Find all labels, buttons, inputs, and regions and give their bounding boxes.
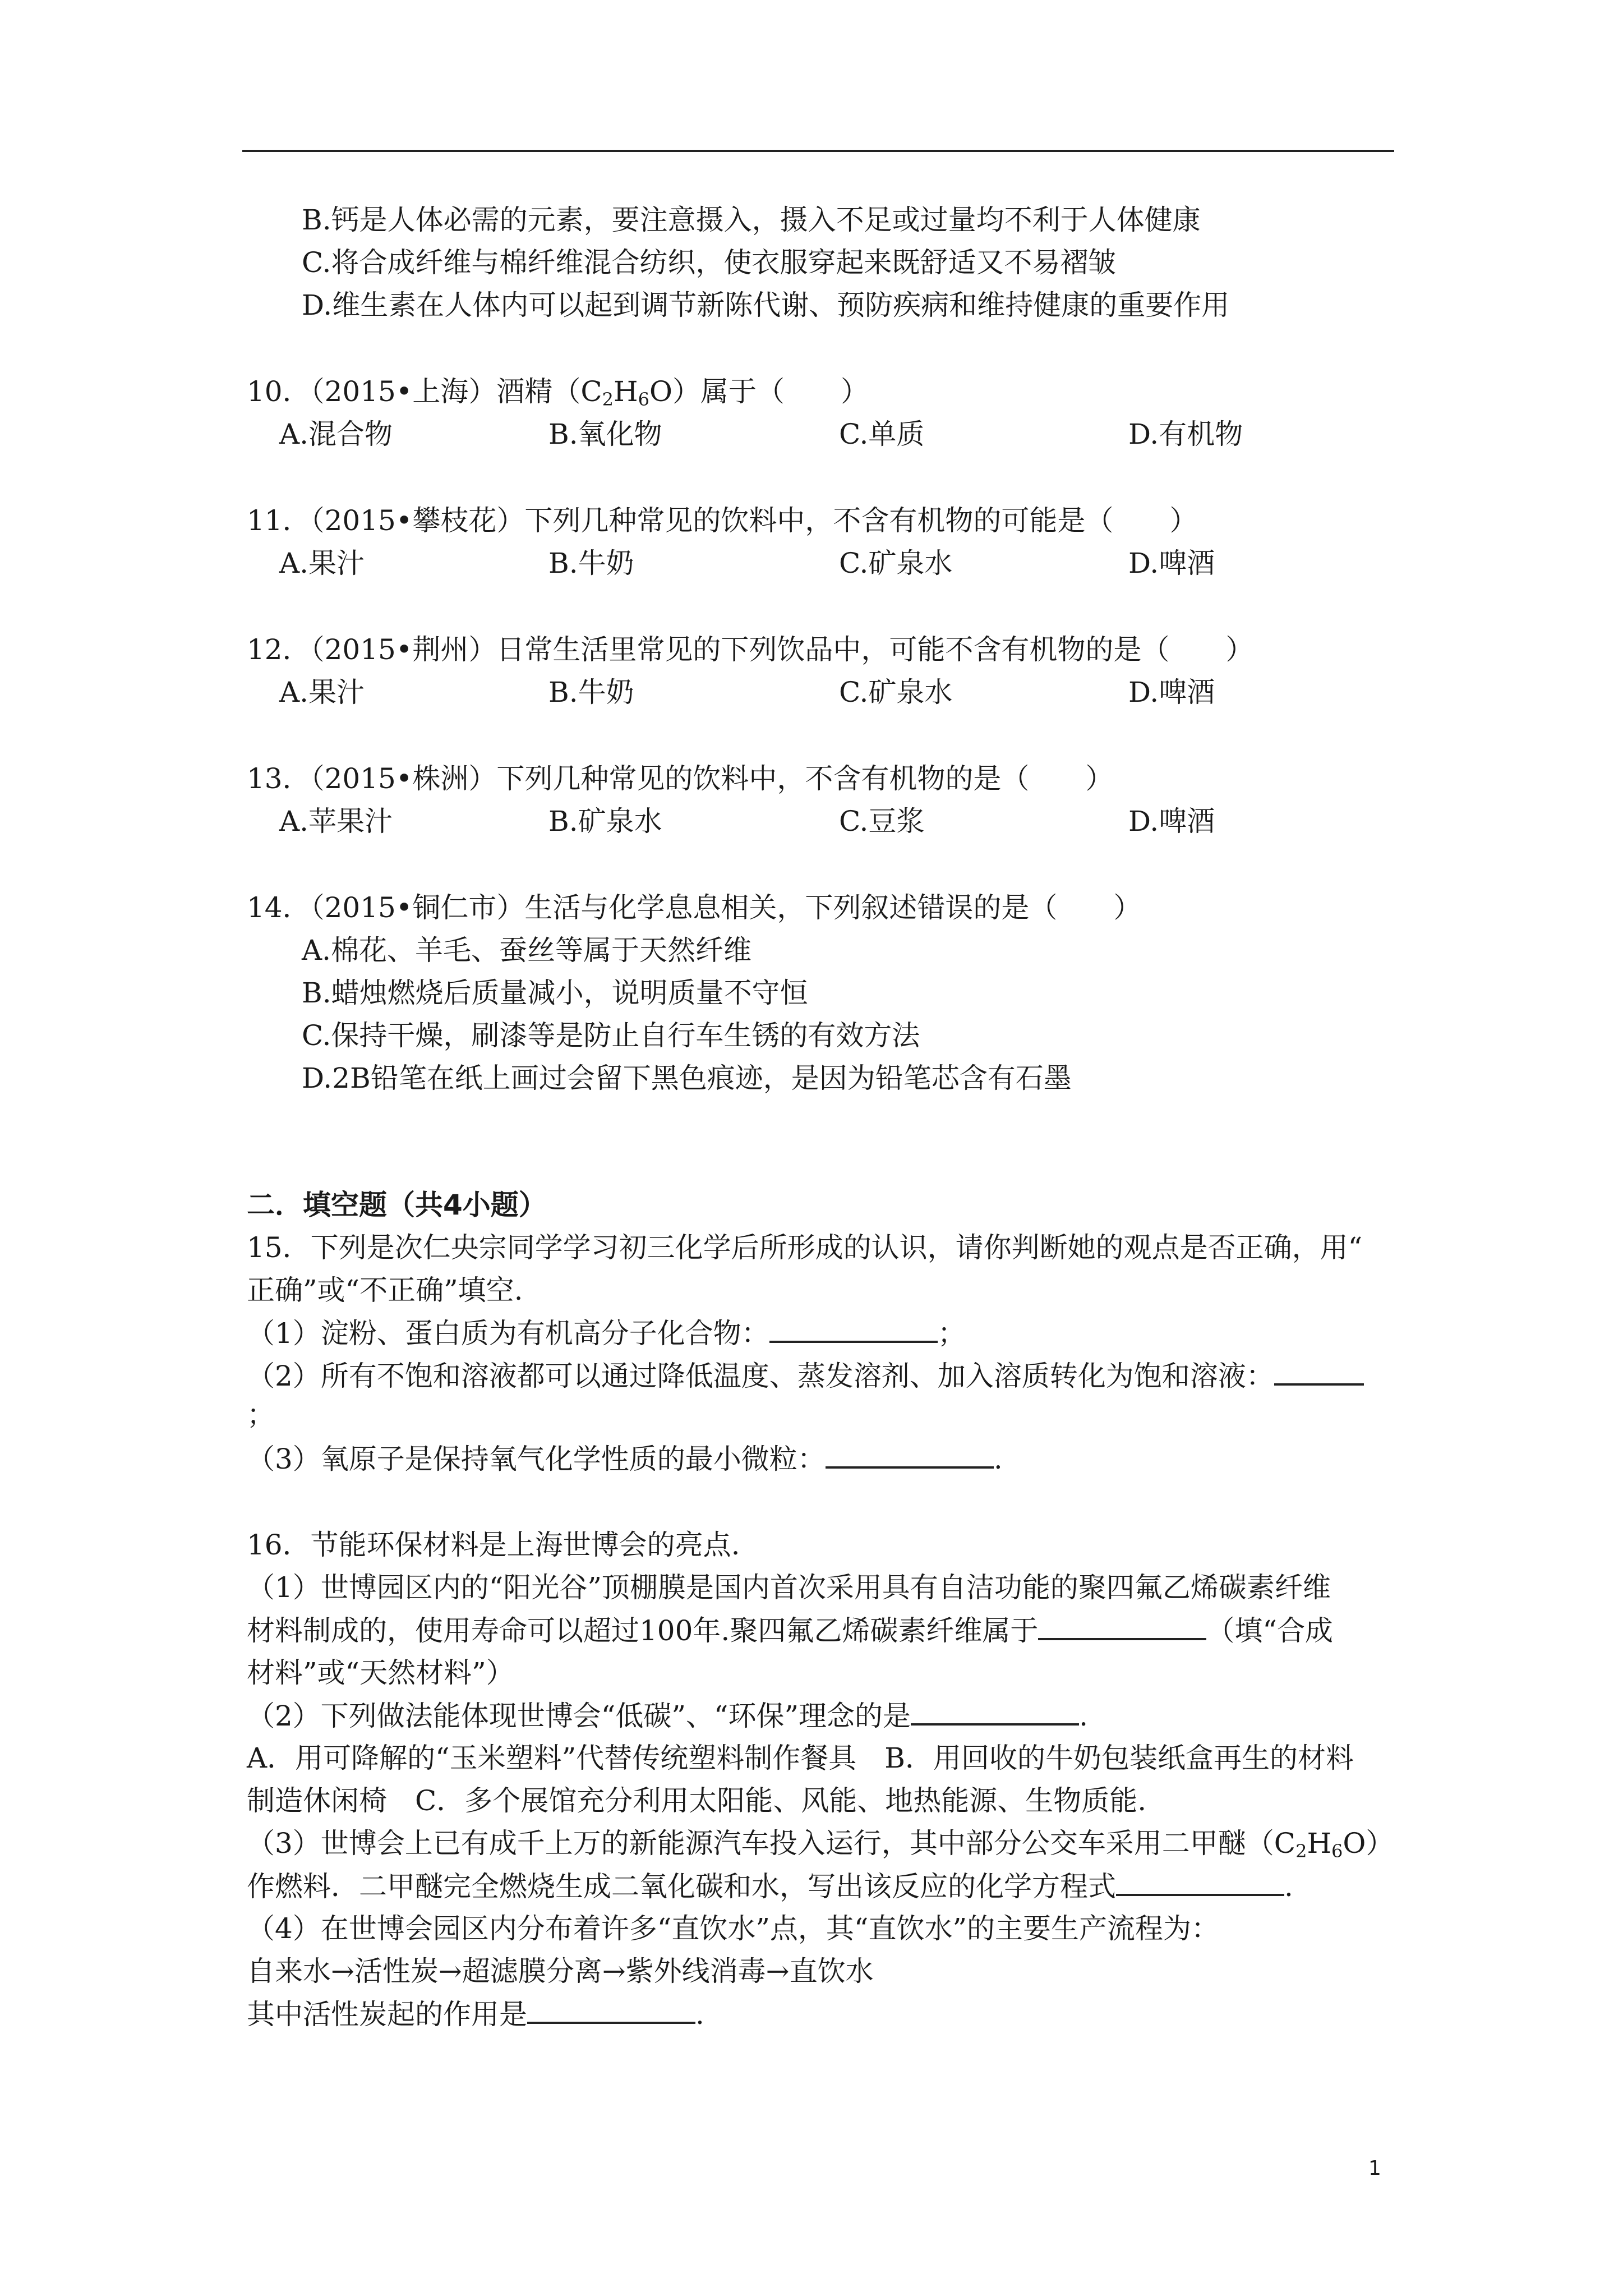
q14-option-c: C.保持干燥，刷漆等是防止自行车生锈的有效方法: [302, 1019, 920, 1052]
q11-option-c: C.矿泉水: [839, 547, 953, 579]
q14-stem: 14．（2015•铜仁市）生活与化学息息相关，下列叙述错误的是（ ）: [247, 891, 1142, 924]
q12-option-d: D.啤酒: [1128, 676, 1215, 708]
q14-option-a: A.棉花、羊毛、蚕丝等属于天然纤维: [302, 934, 752, 967]
q16-part2-line3: 制造休闲椅 C．多个展馆充分利用太阳能、风能、地热能源、生物质能.: [247, 1784, 1147, 1817]
q15-item1: （1）淀粉、蛋白质为有机高分子化合物： ；: [247, 1317, 966, 1350]
q13-stem: 13．（2015•株洲）下列几种常见的饮料中，不含有机物的是（ ）: [247, 762, 1114, 795]
q16-part1-line1: （1）世博园区内的“阳光谷”顶棚膜是国内首次采用具有自洁功能的聚四氟乙烯碳素纤维: [247, 1571, 1331, 1604]
q16-part2-line1: （2）下列做法能体现世博会“低碳”、“环保”理念的是 .: [247, 1700, 1088, 1732]
section-title: 二．填空题（共4小题）: [247, 1189, 547, 1221]
q16-part1-line3: 材料”或“天然材料”）: [247, 1657, 514, 1689]
q14-option-b: B.蜡烛燃烧后质量减小，说明质量不守恒: [302, 977, 808, 1009]
q9-option-c: C.将合成纤维与棉纤维混合纺织，使衣服穿起来既舒适又不易褶皱: [302, 246, 1117, 279]
q9-option-b: B.钙是人体必需的元素，要注意摄入，摄入不足或过量均不利于人体健康: [302, 204, 1201, 236]
q16-blank-4[interactable]: [527, 1997, 695, 2024]
q15-blank-2[interactable]: [1274, 1359, 1364, 1386]
q14-option-d: D.2B铅笔在纸上画过会留下黑色痕迹，是因为铅笔芯含有石墨: [302, 1062, 1072, 1094]
q15-blank-3[interactable]: [826, 1442, 994, 1469]
q16-part4-line3: 其中活性炭起的作用是 .: [247, 1998, 704, 2031]
q15-item2-cont: ；: [247, 1398, 275, 1431]
q16-part4-line1: （4）在世博会园区内分布着许多“直饮水”点，其“直饮水”的主要生产流程为：: [247, 1912, 1220, 1945]
page-number: 1: [1368, 2157, 1381, 2180]
q10-stem: 10．（2015•上海）酒精$(C_2H_6O)$属于（ ）: [247, 375, 869, 410]
q13-option-c: C.豆浆: [839, 805, 925, 838]
q16-part2-line2: A．用可降解的“玉米塑料”代替传统塑料制作餐具 B．用回收的牛奶包装纸盒再生的材料: [247, 1742, 1354, 1774]
q9-option-d: D.维生素在人体内可以起到调节新陈代谢、预防疾病和维持健康的重要作用: [302, 289, 1230, 321]
q10-option-d: D.有机物: [1128, 418, 1243, 450]
q13-option-d: D.啤酒: [1128, 805, 1215, 838]
q12-option-a: A.果汁: [279, 676, 365, 708]
q12-option-b: B.牛奶: [548, 676, 634, 708]
q11-option-a: A.果汁: [279, 547, 365, 579]
q13-option-a: A.苹果汁: [279, 805, 393, 838]
q13-option-b: B.矿泉水: [548, 805, 662, 838]
q11-option-b: B.牛奶: [548, 547, 634, 579]
q16-blank-3[interactable]: [1116, 1869, 1284, 1896]
q11-stem: 11．（2015•攀枝花）下列几种常见的饮料中，不含有机物的可能是（ ）: [247, 504, 1198, 537]
q15-stem-line2: 正确”或“不正确”填空.: [247, 1274, 523, 1306]
q16-part4-process: 自来水→活性炭→超滤膜分离→紫外线消毒→直饮水: [247, 1955, 874, 1987]
q16-part3-line1: （3）世博会上已有成千上万的新能源汽车投入运行，其中部分公交车采用二甲醚$(C_2H_6O)$: [247, 1827, 1394, 1862]
header-rule: [242, 150, 1394, 152]
q12-stem: 12．（2015•荆州）日常生活里常见的下列饮品中，可能不含有机物的是（ ）: [247, 633, 1254, 666]
q11-option-d: D.啤酒: [1128, 547, 1215, 579]
q12-option-c: C.矿泉水: [839, 676, 953, 708]
q10-option-c: C.单质: [839, 418, 925, 450]
q15-item2: （2）所有不饱和溶液都可以通过降低温度、蒸发溶剂、加入溶质转化为饱和溶液：: [247, 1359, 1364, 1393]
q10-option-b: B.氧化物: [548, 418, 662, 450]
q16-blank-1[interactable]: [1038, 1613, 1206, 1640]
q10-option-a: A.混合物: [279, 418, 393, 450]
q16-part1-line2: 材料制成的，使用寿命可以超过100年.聚四氟乙烯碳素纤维属于 （填“合成: [247, 1614, 1333, 1647]
q15-blank-1[interactable]: [769, 1316, 938, 1343]
q16-stem: 16．节能环保材料是上海世博会的亮点.: [247, 1529, 740, 1561]
q16-blank-2[interactable]: [911, 1699, 1079, 1726]
q15-stem-line1: 15．下列是次仁央宗同学学习初三化学后所形成的认识，请你判断她的观点是否正确，用“: [247, 1231, 1363, 1264]
q16-part3-line2: 作燃料．二甲醚完全燃烧生成二氧化碳和水，写出该反应的化学方程式 .: [247, 1870, 1293, 1903]
q15-item3: （3）氧原子是保持氧气化学性质的最小微粒： .: [247, 1443, 1003, 1475]
